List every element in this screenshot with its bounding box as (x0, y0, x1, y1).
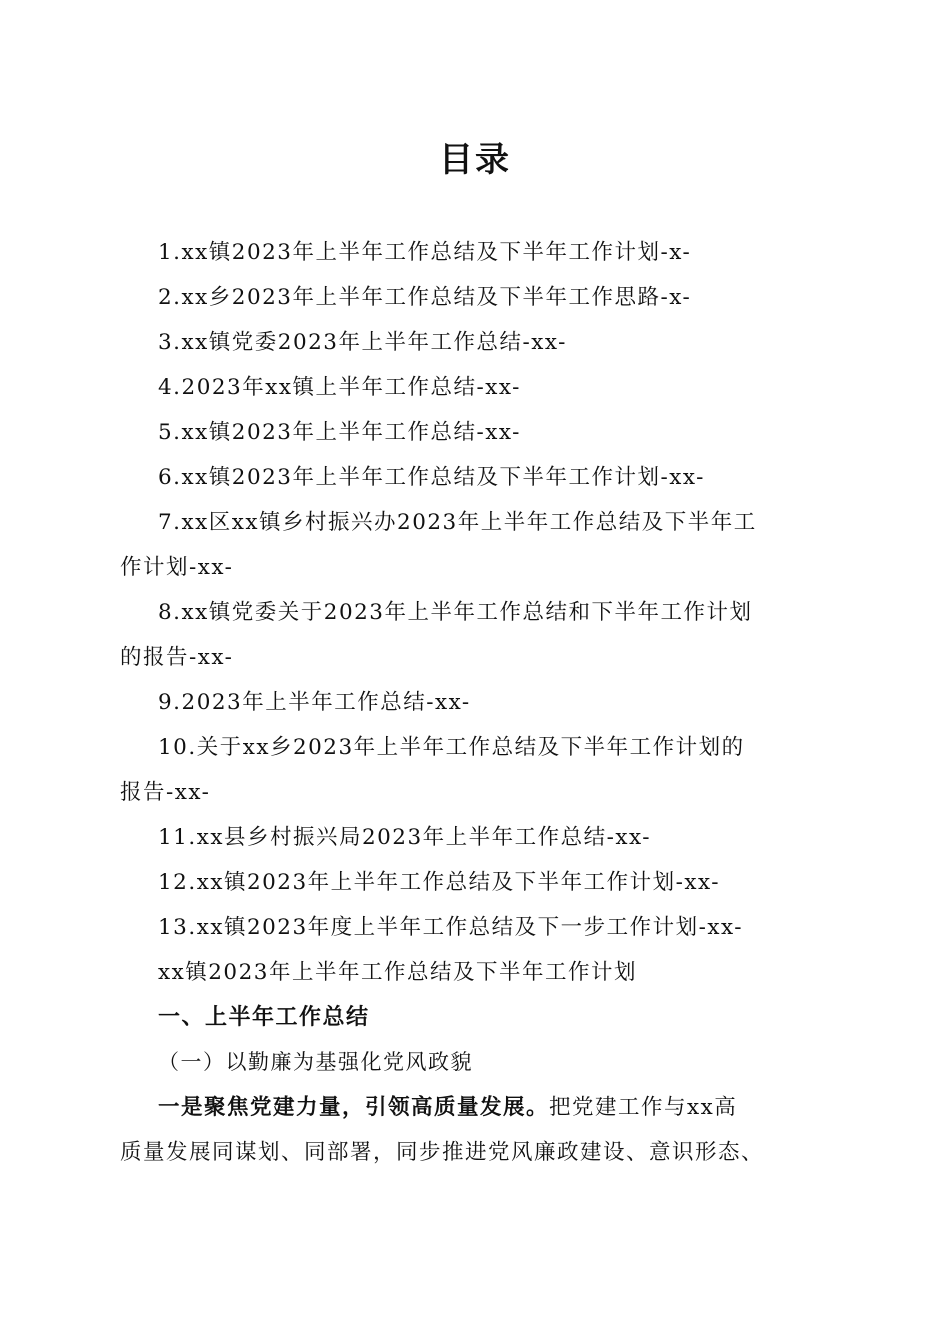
page-title: 目录 (439, 140, 511, 180)
toc-entry: 2.xx乡2023年上半年工作总结及下半年工作思路-x- (158, 285, 692, 310)
toc-entry: 9.2023年上半年工作总结-xx- (158, 690, 471, 715)
paragraph-lead: 一是聚焦党建力量，引领高质量发展。 (158, 1095, 550, 1120)
body-paragraph (120, 1085, 832, 1130)
body-paragraph-line2: 质量发展同谋划、同部署，同步推进党风廉政建设、意识形态、 (120, 1140, 765, 1165)
toc-entry: 10.关于xx乡2023年上半年工作总结及下半年工作计划的 (158, 735, 745, 760)
section-heading-2: （一）以勤廉为基强化党风政貌 (158, 1050, 473, 1074)
toc-entry: 11.xx县乡村振兴局2023年上半年工作总结-xx- (158, 825, 652, 850)
toc-entry: 7.xx区xx镇乡村振兴办2023年上半年工作总结及下半年工 (158, 510, 757, 535)
toc-entry: 6.xx镇2023年上半年工作总结及下半年工作计划-xx- (158, 465, 705, 490)
toc-entry: 3.xx镇党委2023年上半年工作总结-xx- (158, 330, 567, 355)
paragraph-line1-rest: 把党建工作与xx高 (549, 1095, 738, 1120)
document-body (120, 230, 832, 1175)
section-heading-1: 一、上半年工作总结 (158, 1005, 370, 1030)
toc-entry-continuation: 作计划-xx- (120, 555, 234, 580)
table-of-contents (120, 230, 832, 950)
toc-entry: 8.xx镇党委关于2023年上半年工作总结和下半年工作计划 (158, 600, 753, 625)
toc-entry: 13.xx镇2023年度上半年工作总结及下一步工作计划-xx- (158, 915, 744, 940)
article-title: xx镇2023年上半年工作总结及下半年工作计划 (158, 960, 637, 985)
toc-entry: 12.xx镇2023年上半年工作总结及下半年工作计划-xx- (158, 870, 721, 895)
toc-entry: 1.xx镇2023年上半年工作总结及下半年工作计划-x- (158, 240, 692, 265)
toc-entry: 5.xx镇2023年上半年工作总结-xx- (158, 420, 521, 445)
toc-entry-continuation: 的报告-xx- (120, 645, 234, 670)
toc-entry-continuation: 报告-xx- (120, 780, 211, 805)
toc-entry: 4.2023年xx镇上半年工作总结-xx- (158, 375, 521, 400)
